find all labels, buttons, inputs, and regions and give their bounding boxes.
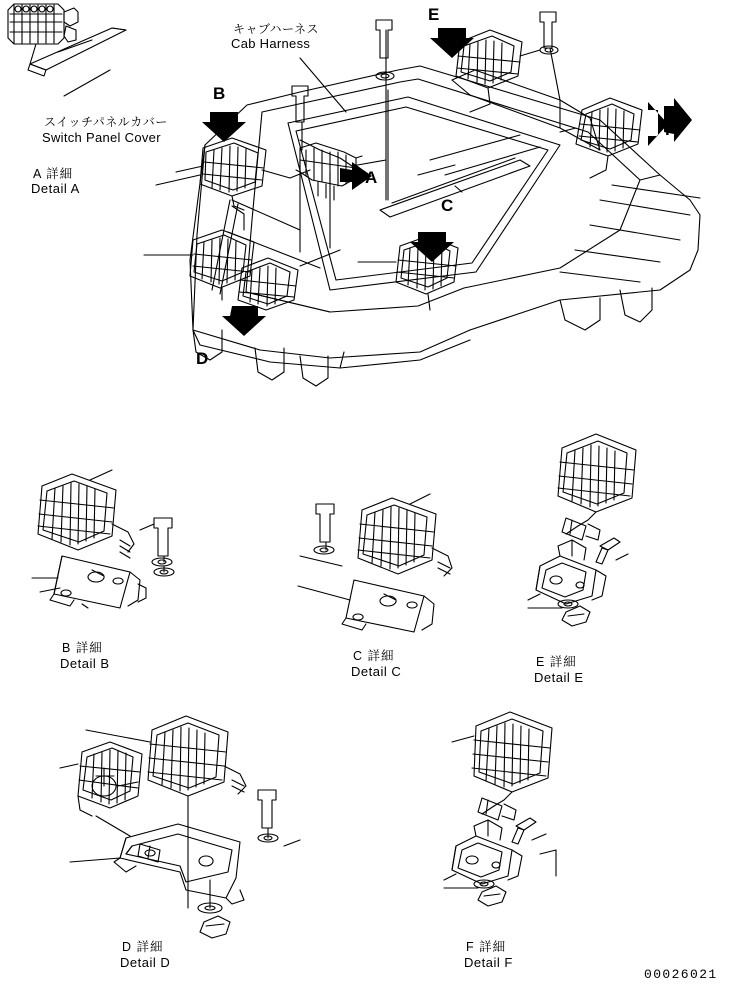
detail-d-jp: D 詳細 (122, 940, 164, 954)
detail-f-jp: F 詳細 (466, 940, 507, 954)
callout-switch-panel-en: Switch Panel Cover (42, 130, 161, 145)
callout-letter-c: C (441, 196, 454, 215)
detail-d-en: Detail D (120, 955, 171, 970)
callout-cab-harness-jp: キャブハーネス (233, 22, 319, 36)
detail-c-en: Detail C (351, 664, 402, 679)
switch-panel-cover-group (8, 4, 126, 76)
detail-b-jp: B 詳細 (62, 641, 103, 655)
detail-a-en: Detail A (31, 181, 80, 196)
callout-letter-f: F (665, 120, 676, 139)
lamp-b-main (176, 138, 266, 210)
lamp-d-main (144, 230, 254, 300)
callout-letter-a: A (365, 168, 378, 187)
detail-c-drawing (298, 494, 452, 632)
callout-letter-e: E (428, 5, 440, 24)
detail-b-en: Detail B (60, 656, 110, 671)
lamp-f-main (560, 98, 642, 178)
detail-e-jp: E 詳細 (536, 655, 577, 669)
callout-cab-harness-en: Cab Harness (231, 36, 311, 51)
detail-f-en: Detail F (464, 955, 513, 970)
callout-letter-d: D (196, 349, 209, 368)
detail-c-jp: C 詳細 (353, 649, 395, 663)
callout-letter-b: B (213, 84, 226, 103)
detail-f-drawing (444, 712, 556, 906)
detail-b-drawing (32, 470, 174, 608)
callout-switch-panel-jp: スイッチパネルカバー (44, 115, 168, 129)
detail-a-jp: A 詳細 (33, 167, 74, 181)
detail-e-drawing (528, 434, 636, 626)
detail-e-en: Detail E (534, 670, 584, 685)
detail-d-drawing (60, 716, 300, 938)
part-number: 00026021 (644, 967, 718, 982)
